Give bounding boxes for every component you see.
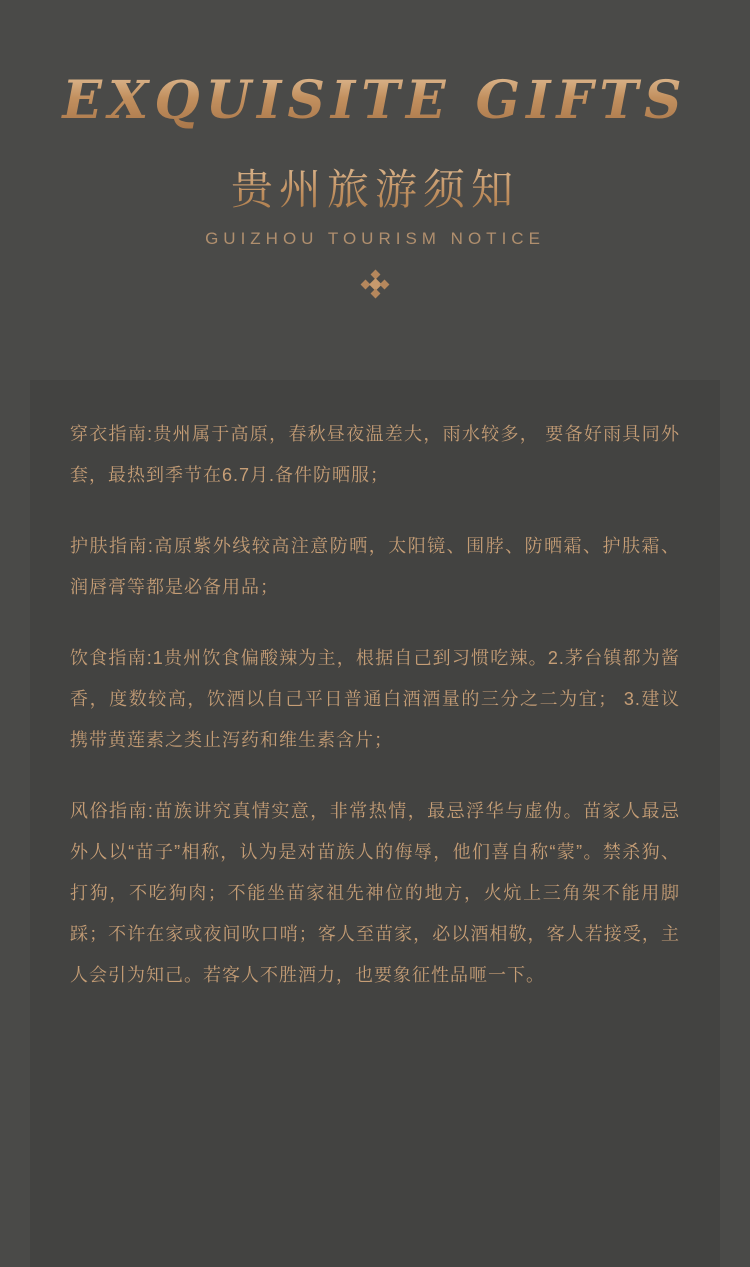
page-header — [0, 0, 750, 297]
notice-paragraph-label: 护肤指南: — [70, 536, 154, 556]
page-subtitle: GUIZHOU TOURISM NOTICE — [205, 229, 545, 249]
notice-paragraph-label: 风俗指南: — [70, 801, 154, 821]
notice-paragraph — [70, 414, 680, 496]
notice-paragraph-label: 穿衣指南: — [70, 424, 154, 444]
notice-paragraph-text: 高原紫外线较高注意防晒，太阳镜、围脖、防晒霜、护肤霜、润唇膏等都是必备用品； — [70, 536, 680, 597]
notice-paragraph-text: 贵州属于高原，春秋昼夜温差大，雨水较多， 要备好雨具同外套，最热到季节在6.7月.备件防晒服； — [70, 424, 680, 485]
diamond-ornament-icon — [362, 271, 388, 297]
notice-paragraph — [70, 526, 680, 608]
notice-paragraph-text: 1贵州饮食偏酸辣为主，根据自己到习惯吃辣。2.茅台镇都为酱香，度数较高，饮酒以自己平日普通白酒酒量的三分之二为宜； 3.建议携带黄莲素之类止泻药和维生素含片； — [70, 648, 680, 750]
notice-paragraph — [70, 638, 680, 761]
notice-content-panel — [30, 380, 720, 1267]
notice-paragraph — [70, 791, 680, 996]
page-title: 贵州旅游须知 — [0, 157, 750, 217]
notice-paragraph-text: 苗族讲究真情实意，非常热情，最忌浮华与虚伪。苗家人最忌外人以“苗子”相称，认为是对苗族人的侮辱，他们喜自称“蒙”。禁杀狗、打狗，不吃狗肉；不能坐苗家祖先神位的地方，火炕上三角架不能用脚踩；不许在家或夜间吹口哨；客人至苗家，必以酒相敬，客人若接受，主人会引为知己。若客人不胜酒力，也要象征性品咂一下。 — [70, 801, 680, 985]
notice-paragraph-label: 饮食指南: — [70, 648, 153, 668]
page-title-english: EXQUISITE GIFTS — [0, 72, 750, 129]
